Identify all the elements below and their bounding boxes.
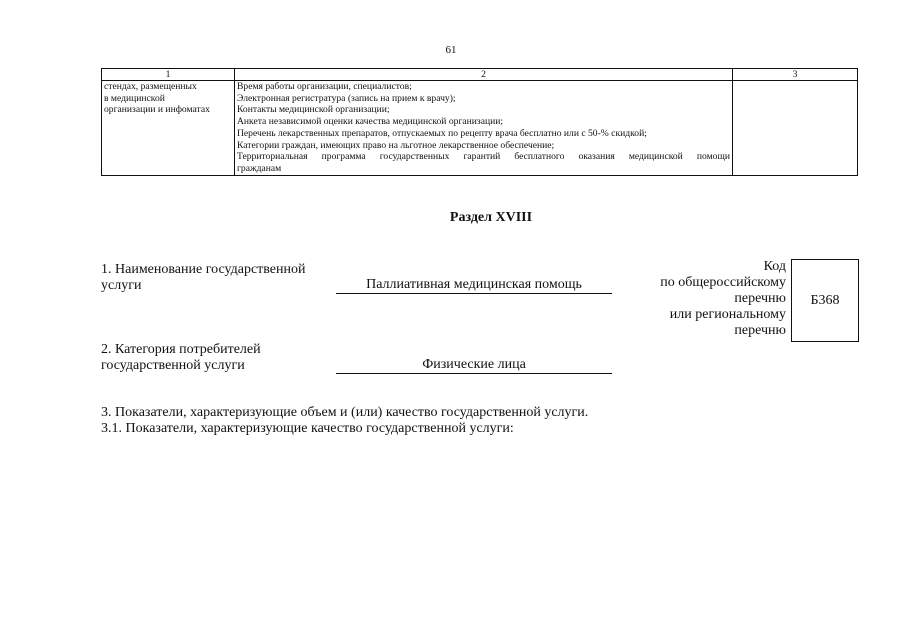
table-cell-location: [102, 81, 235, 176]
info-line: Электронная регистратура (запись на прием к врачу);: [237, 92, 456, 104]
indicators-line: 3.1. Показатели, характеризующие качество государственной услуги:: [101, 421, 514, 436]
indicators-paragraph: [101, 405, 588, 437]
page-number: 61: [445, 44, 457, 56]
location-line: организации и инфоматах: [104, 104, 210, 116]
info-line: Анкета независимой оценки качества медицинской организации;: [237, 116, 504, 128]
code-label-line: или региональному: [669, 307, 786, 322]
table-cell-info-list: [235, 81, 733, 176]
info-line: Время работы организации, специалистов;: [237, 81, 412, 92]
code-value: Б368: [810, 292, 840, 308]
location-line: в медицинской: [104, 92, 165, 104]
info-line: Контакты медицинской организации;: [237, 104, 390, 116]
consumers-value: Физические лица: [336, 357, 612, 374]
info-line: Перечень лекарственных препаратов, отпускаемых по рецепту врача бесплатно или с 50-% скидкой;: [237, 127, 647, 139]
info-line: гражданам: [237, 162, 282, 174]
indicators-line: 3. Показатели, характеризующие объем и (или) качество государственной услуги.: [101, 405, 589, 420]
service-name-label-line: услуги: [101, 278, 142, 293]
table-header-col-2: 2: [235, 69, 733, 81]
consumers-label-line: 2. Категория потребителей: [101, 342, 261, 357]
info-line: Территориальная программа государственных гарантий бесплатного оказания медицинской помощи: [237, 151, 730, 163]
table-header-col-3: 3: [733, 69, 858, 81]
service-name-label-line: 1. Наименование государственной: [101, 262, 306, 277]
table-header-row: [102, 69, 858, 81]
consumers-label-line: государственной услуги: [101, 358, 245, 373]
table-cell-empty: [733, 81, 858, 176]
location-line: стендах, размещенных: [104, 81, 197, 92]
services-info-table: [101, 68, 858, 176]
table-header-col-1: 1: [102, 69, 235, 81]
table-row: [102, 81, 858, 176]
section-heading: Раздел XVIII: [449, 210, 533, 225]
code-label-line: перечню: [734, 323, 786, 338]
info-line: Категории граждан, имеющих право на льготное лекарственное обеспечение;: [237, 139, 555, 151]
code-value-box: [791, 259, 859, 342]
service-name-value: Паллиативная медицинская помощь: [336, 277, 612, 294]
code-label: [660, 259, 786, 339]
code-label-line: Код: [763, 259, 786, 274]
code-label-line: по общероссийскому: [660, 275, 786, 290]
code-label-line: перечню: [734, 291, 786, 306]
service-name-label: [101, 262, 306, 294]
consumers-label: [101, 342, 261, 374]
